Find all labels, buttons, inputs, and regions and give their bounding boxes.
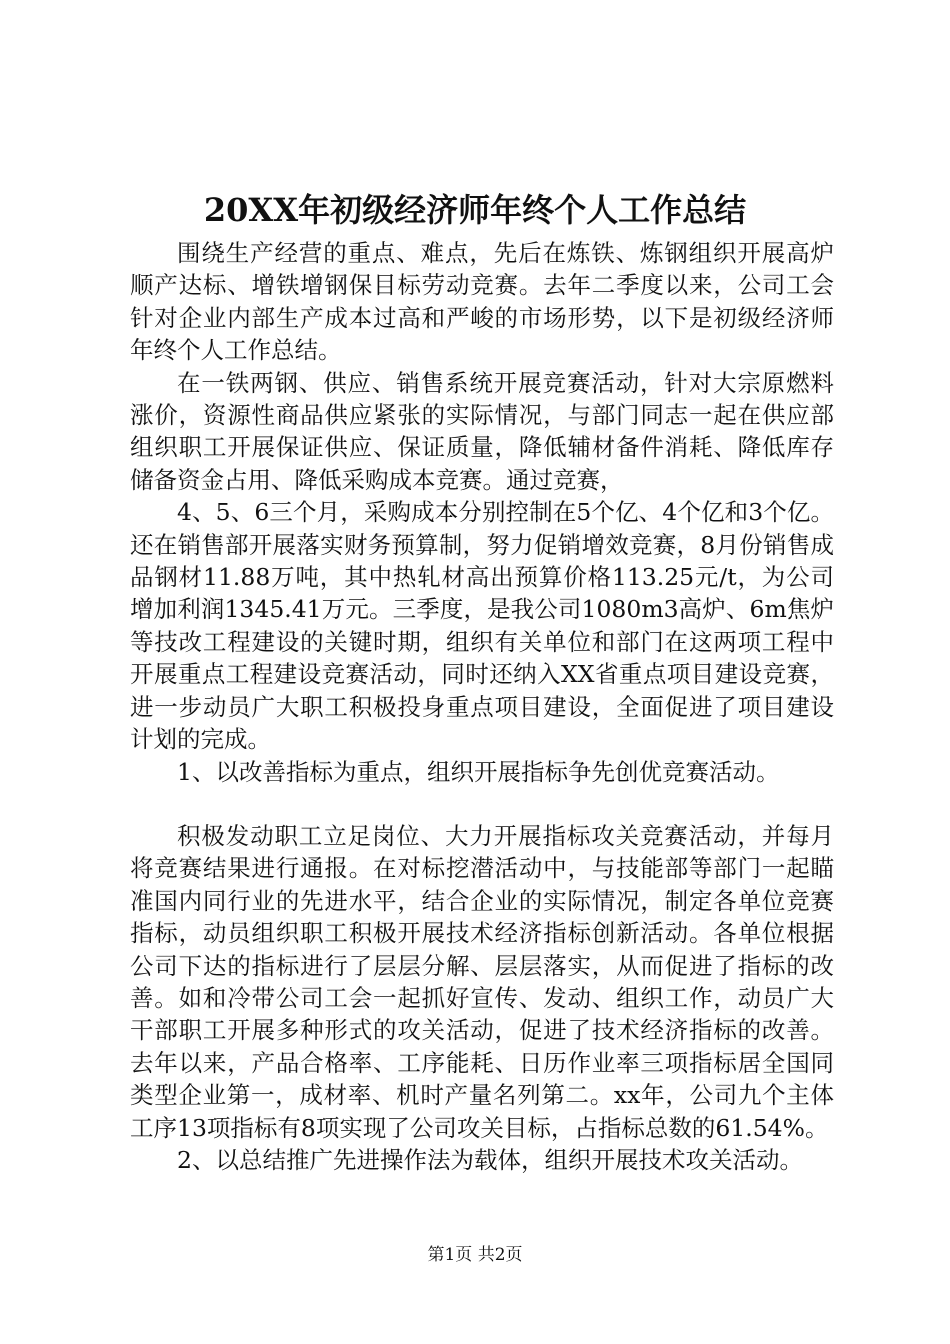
paragraph-3: 4、5、6三个月，采购成本分别控制在5个亿、4个亿和3个亿。还在销售部开展落实财务预算制，努力促销增效竞赛，8月份销售成品钢材11.88万吨，其中热轧材高出预算价格113.25元/t，为公司增加利润1345.41万元。三季度，是我公司1080m3高炉、6m焦炉等技改工程建设的关键时期，组织有关单位和部门在这两项工程中开展重点工程建设竞赛活动，同时还纳入XX省重点项目建设竞赛，进一步动员广大职工积极投身重点项目建设，全面促进了项目建设计划的完成。 [130, 498, 834, 754]
paragraph-1: 围绕生产经营的重点、难点，先后在炼铁、炼钢组织开展高炉顺产达标、增铁增钢保目标劳动竞赛。去年二季度以来，公司工会针对企业内部生产成本过高和严峻的市场形势，以下是初级经济师年终个人工作总结。 [130, 239, 834, 365]
document-body [130, 237, 834, 1176]
paragraph-4-heading: 1、以改善指标为重点，组织开展指标争先创优竞赛活动。 [177, 757, 780, 786]
page-footer: 第1页 共2页 [427, 1245, 523, 1265]
paragraph-2: 在一铁两钢、供应、销售系统开展竞赛活动，针对大宗原燃料涨价，资源性商品供应紧张的实际情况，与部门同志一起在供应部组织职工开展保证供应、保证质量，降低辅材备件消耗、降低库存储备资金占用、降低采购成本竞赛。通过竞赛， [130, 368, 834, 494]
document-title: 20XX年初级经济师年终个人工作总结 [203, 191, 747, 229]
paragraph-5: 积极发动职工立足岗位、大力开展指标攻关竞赛活动，并每月将竞赛结果进行通报。在对标挖潜活动中，与技能部等部门一起瞄准国内同行业的先进水平，结合企业的实际情况，制定各单位竞赛指标，动员组织职工积极开展技术经济指标创新活动。各单位根据公司下达的指标进行了层层分解、层层落实，从而促进了指标的改善。如和冷带公司工会一起抓好宣传、发动、组织工作，动员广大干部职工开展多种形式的攻关活动，促进了技术经济指标的改善。去年以来，产品合格率、工序能耗、日历作业率三项指标居全国同类型企业第一，成材率、机时产量名列第二。xx年，公司九个主体工序13项指标有8项实现了公司攻关目标，占指标总数的61.54%。 [130, 821, 834, 1142]
paragraph-6-heading: 2、以总结推广先进操作法为载体，组织开展技术攻关活动。 [177, 1145, 803, 1174]
